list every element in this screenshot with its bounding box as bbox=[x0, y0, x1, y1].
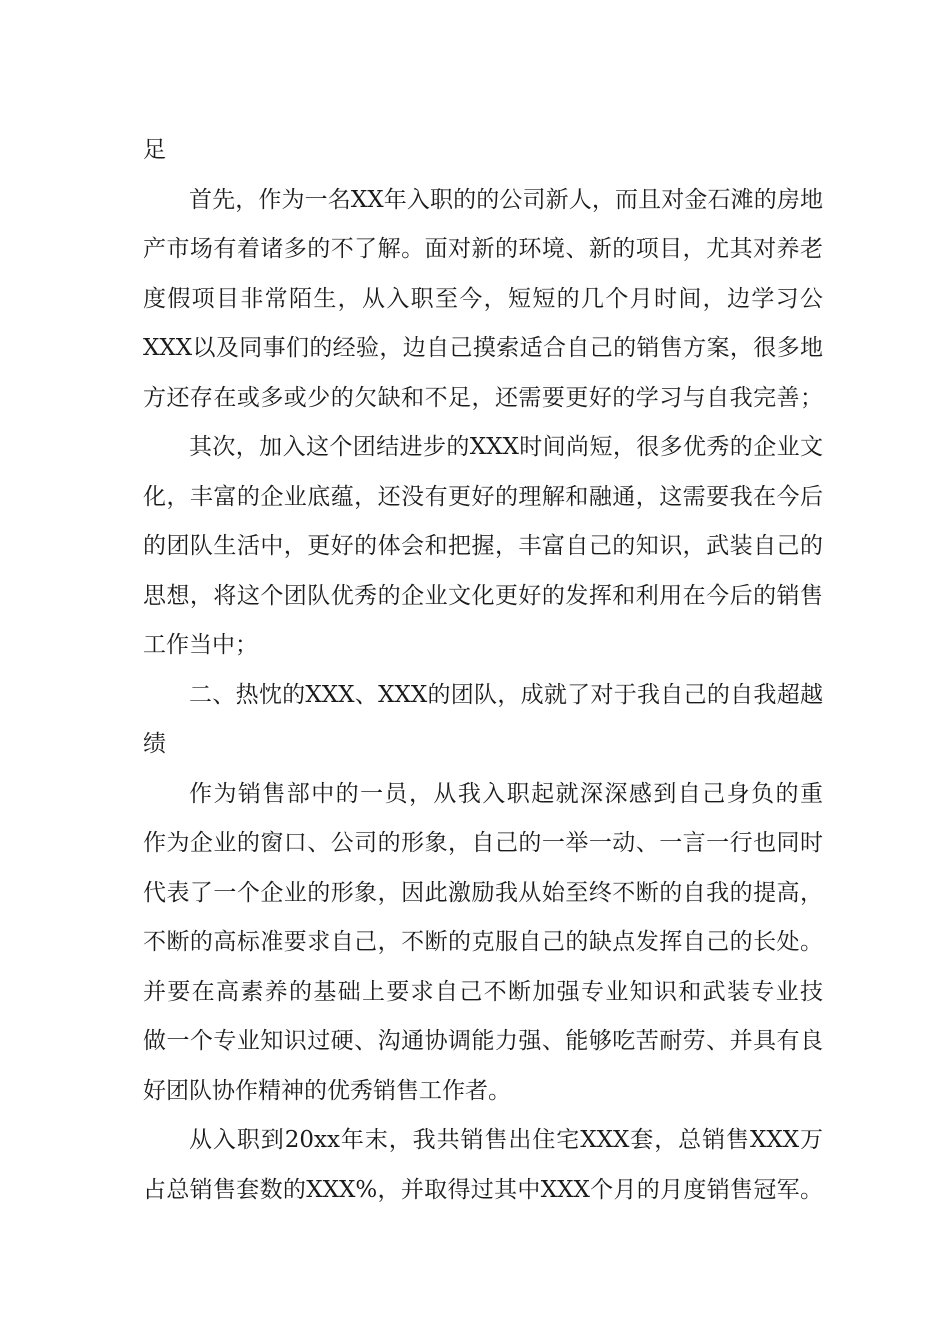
text-line: 度假项目非常陌生，从入职至今，短短的几个月时间，边学习公 bbox=[143, 285, 823, 312]
text-line: 足 bbox=[143, 137, 166, 163]
text-line: 代表了一个企业的形象，因此激励我从始至终不断的自我的提高， bbox=[143, 879, 823, 906]
text-line: 好团队协作精神的优秀销售工作者。 bbox=[143, 1077, 511, 1104]
text-line: 绩 bbox=[143, 731, 166, 757]
text-line: 方还存在或多或少的欠缺和不足，还需要更好的学习与自我完善； bbox=[143, 384, 823, 411]
text-line: 思想，将这个团队优秀的企业文化更好的发挥和利用在今后的销售 bbox=[143, 582, 823, 609]
text-line: 的团队生活中，更好的体会和把握，丰富自己的知识，武装自己的 bbox=[143, 533, 823, 559]
text-line: 其次，加入这个团结进步的XXX时间尚短，很多优秀的企业文 bbox=[189, 434, 823, 460]
text-line: 从入职到20xx年末，我共销售出住宅XXX套，总销售XXX万 bbox=[189, 1127, 823, 1153]
text-line: 二、热忱的XXX、XXX的团队，成就了对于我自己的自我超越 bbox=[189, 681, 823, 708]
text-line: 并要在高素养的基础上要求自己不断加强专业知识和武装专业技 bbox=[143, 978, 823, 1005]
text-line: 作为销售部中的一员，从我入职起就深深感到自己身负的重 bbox=[189, 780, 823, 807]
body-text bbox=[143, 126, 823, 1215]
text-line: XXX以及同事们的经验，边自己摸索适合自己的销售方案，很多地 bbox=[143, 335, 823, 361]
text-line: 做一个专业知识过硬、沟通协调能力强、能够吃苦耐劳、并具有良 bbox=[143, 1028, 823, 1054]
text-line: 作为企业的窗口、公司的形象，自己的一举一动、一言一行也同时 bbox=[143, 830, 823, 856]
text-line: 工作当中； bbox=[143, 632, 258, 658]
text-line: 占总销售套数的XXX%，并取得过其中XXX个月的月度销售冠军。 bbox=[143, 1176, 823, 1203]
text-line: 产市场有着诸多的不了解。面对新的环境、新的项目，尤其对养老 bbox=[143, 236, 823, 262]
text-line: 不断的高标准要求自己，不断的克服自己的缺点发挥自己的长处。 bbox=[143, 929, 823, 955]
text-line: 首先，作为一名XX年入职的的公司新人，而且对金石滩的房地 bbox=[189, 186, 823, 213]
text-line: 化，丰富的企业底蕴，还没有更好的理解和融通，这需要我在今后 bbox=[143, 483, 823, 510]
